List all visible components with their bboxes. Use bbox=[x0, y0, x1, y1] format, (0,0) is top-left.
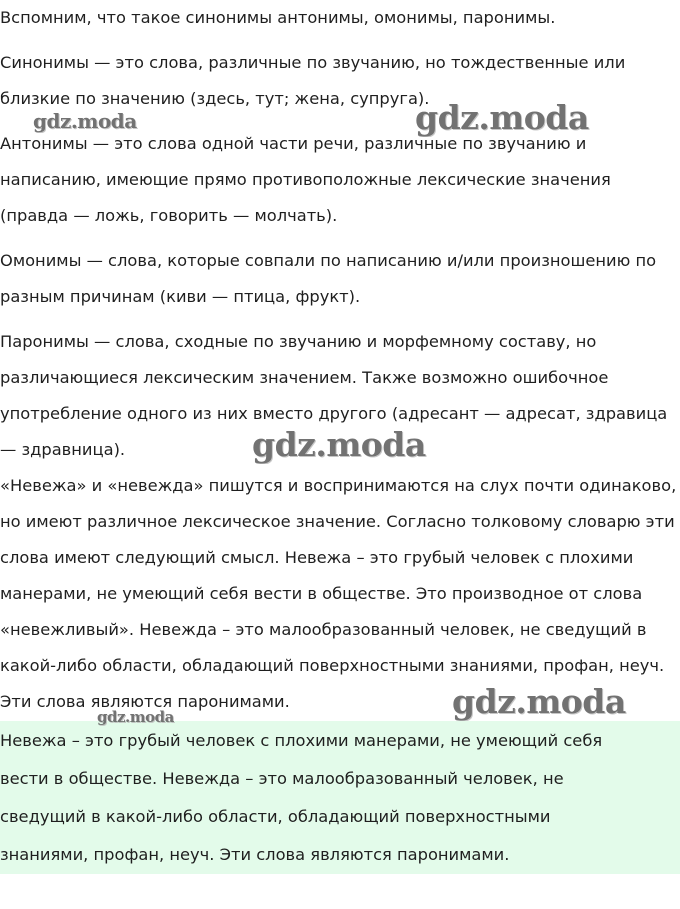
paronyms-line-4: — здравница). bbox=[0, 440, 126, 459]
watermark-logo: gdz.moda bbox=[97, 708, 174, 726]
explanation-line-2: но имеют различное лексическое значение. Согласно толковому словарю эти bbox=[0, 512, 675, 531]
explanation-line-4: манерами, не умеющий себя вести в обществе. Это производное от слова bbox=[0, 584, 643, 603]
watermark-logo: gdz.moda bbox=[415, 98, 589, 137]
intro-text: Вспомним, что такое синонимы антонимы, омонимы, паронимы. bbox=[0, 8, 556, 27]
explanation-line-3: слова имеют следующий смысл. Невежа – это грубый человек с плохими bbox=[0, 548, 634, 567]
explanation-line-5: «невежливый». Невежда – это малообразованный человек, не сведущий в bbox=[0, 620, 647, 639]
answer-box bbox=[0, 721, 680, 874]
antonyms-line-1: Антонимы — это слова одной части речи, различные по звучанию и bbox=[0, 134, 587, 153]
homonyms-line-2: разным причинам (киви — птица, фрукт). bbox=[0, 287, 361, 306]
antonyms-line-2: написанию, имеющие прямо противоположные лексические значения bbox=[0, 170, 611, 189]
answer-line-3: сведущий в какой-либо области, обладающий поверхностными bbox=[0, 807, 551, 826]
explanation-line-1: «Невежа» и «невежда» пишутся и воспринимаются на слух почти одинаково, bbox=[0, 476, 677, 495]
answer-line-4: знаниями, профан, неуч. Эти слова являются паронимами. bbox=[0, 845, 510, 864]
explanation-line-7: Эти слова являются паронимами. bbox=[0, 692, 290, 711]
synonyms-line-1: Синонимы — это слова, различные по звучанию, но тождественные или bbox=[0, 53, 626, 72]
paronyms-line-2: различающиеся лексическим значением. Также возможно ошибочное bbox=[0, 368, 609, 387]
paronyms-line-1: Паронимы — слова, сходные по звучанию и морфемному составу, но bbox=[0, 332, 597, 351]
watermark-logo: gdz.moda bbox=[252, 425, 426, 464]
antonyms-line-3: (правда — ложь, говорить — молчать). bbox=[0, 206, 338, 225]
paronyms-line-3: употребление одного из них вместо другого (адресант — адресат, здравица bbox=[0, 404, 668, 423]
homonyms-line-1: Омонимы — слова, которые совпали по написанию и/или произношению по bbox=[0, 251, 657, 270]
watermark-logo: gdz.moda bbox=[452, 682, 626, 721]
answer-line-1: Невежа – это грубый человек с плохими манерами, не умеющий себя bbox=[0, 731, 603, 750]
answer-line-2: вести в обществе. Невежда – это малообразованный человек, не bbox=[0, 769, 564, 788]
synonyms-line-2: близкие по значению (здесь, тут; жена, супруга). bbox=[0, 89, 430, 108]
watermark-logo: gdz.moda bbox=[33, 109, 137, 133]
explanation-line-6: какой-либо области, обладающий поверхностными знаниями, профан, неуч. bbox=[0, 656, 665, 675]
